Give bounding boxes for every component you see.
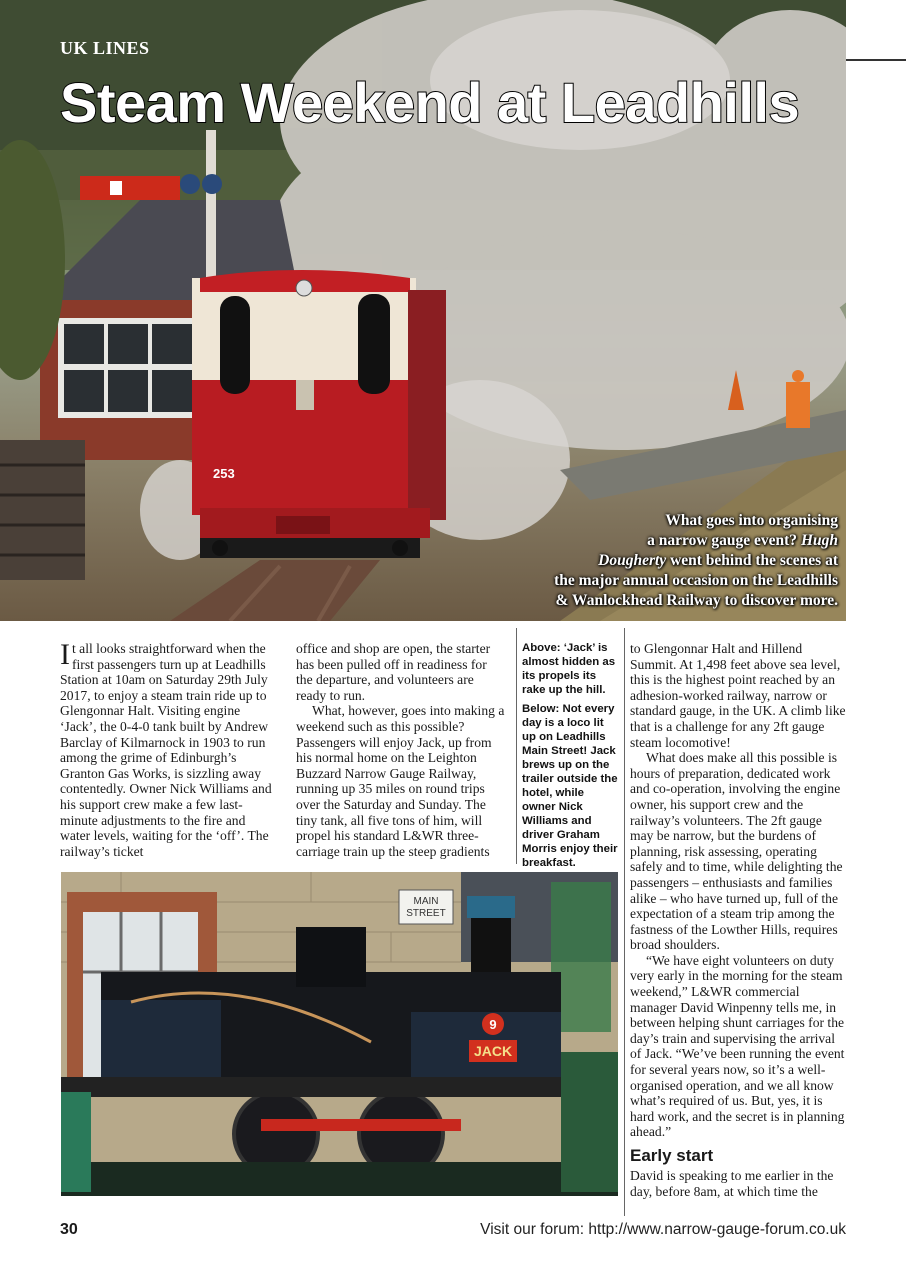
standfirst-line-5: & Wanlockhead Railway to discover more.: [555, 592, 838, 609]
street-sign-text: MAIN STREET: [406, 896, 446, 919]
jack-locomotive-photo: [61, 872, 618, 1196]
body-column-2: [296, 641, 506, 859]
standfirst-line-4: the major annual occasion on the Leadhills: [554, 572, 838, 589]
forum-footer: Visit our forum: http://www.narrow-gauge-forum.co.uk: [480, 1221, 846, 1238]
top-rule: [846, 59, 906, 61]
loco-number-253: 253: [213, 466, 235, 481]
paragraph: office and shop are open, the starter has been pulled off in readiness for the departure, and volunteers are ready to run.: [296, 641, 491, 703]
column-rule: [516, 628, 517, 864]
caption-above: Above: ‘Jack’ is almost hidden as its propels its rake up the hill.: [522, 642, 616, 696]
subheading: Early start: [630, 1146, 714, 1165]
body-column-4: [630, 641, 846, 1199]
jack-photo-illustration: [61, 872, 618, 1196]
standfirst-line-3: went behind the scenes at: [666, 552, 838, 569]
standfirst: [478, 511, 838, 611]
drop-cap: I: [60, 638, 70, 671]
number-plate: 9: [489, 1017, 497, 1032]
paragraph-text: t all looks straightforward when the first passengers turn up at Leadhills Station at 10am on Saturday 29th July 2017, to enjoy a steam train ride up to Glengonnar Halt. Visiting engine ‘Jack’, the 0-4-0 tank built by Andrew Barclay of Kilmarnock in 1903 to run among the grime of Edinburgh’s Granton Gas Works, is sizzling away contentedly. Owner Nick Williams and his support crew make a few last-minute adjustments to the fire and water levels, waiting for the ‘off’. The railway’s ticket: [60, 641, 272, 859]
name-plate: JACK: [473, 1043, 513, 1059]
hero-photo: [0, 0, 846, 621]
caption-below: Below: Not every day is a loco lit up on Leadhills Main Street! Jack brews up on the trailer outside the hotel, while owner Nick Williams and driver Graham Morris enjoy their breakfast.: [522, 703, 618, 869]
body-column-1: [60, 638, 277, 859]
paragraph: [60, 638, 277, 859]
standfirst-line-2: a narrow gauge event?: [647, 532, 801, 549]
author-last-name: Dougherty: [598, 552, 667, 569]
column-rule: [624, 628, 625, 1216]
section-tag: UK LINES: [60, 38, 150, 58]
article-headline: Steam Weekend at Leadhills: [60, 71, 800, 134]
paragraph: What does make all this possible is hours of preparation, dedicated work and co-operation, involving the engine owner, his support crew and the railway’s volunteers. The 2ft gauge may be narrow, but the burdens of planning, risk assessing, operating safely and to time, while delighting the passengers – enthusiasts and families alike – who have turned up, full of the expectation of a steam trip among the fastness of the Lowther Hills, requires broad shoulders.: [630, 750, 843, 953]
photo-captions: [522, 641, 618, 875]
paragraph: “We have eight volunteers on duty very early in the morning for the steam weekend,” L&WR commercial manager David Winpenny tells me, in between helping shunt carriages for the day’s train and supervising the arrival of Jack. “We’ve been running the event for several years now, so it’s a well-organised operation, and we all know what’s required of us. But, yes, it is hard work, and the secret is in planning ahead.”: [630, 952, 845, 1140]
paragraph: David is speaking to me earlier in the day, before 8am, at which time the: [630, 1168, 834, 1199]
page-number: 30: [60, 1221, 78, 1238]
standfirst-line-1: What goes into organising: [665, 512, 838, 529]
author-first-name: Hugh: [800, 532, 838, 549]
paragraph: What, however, goes into making a weekend such as this possible? Passengers will enjoy Jack, up from his normal home on the Leighton Buzzard Narrow Gauge Railway, running up 35 miles on round trips over the Saturday and Sunday. The tiny tank, all five tons of him, will propel his standard L&WR three-carriage train up the steep gradients: [296, 703, 505, 859]
paragraph: to Glengonnar Halt and Hillend Summit. At 1,498 feet above sea level, this is the highest point reached by an adhesion-worked railway, narrow or standard gauge, in the UK. A climb like that is a challenge for any 2ft gauge steam locomotive!: [630, 641, 846, 750]
